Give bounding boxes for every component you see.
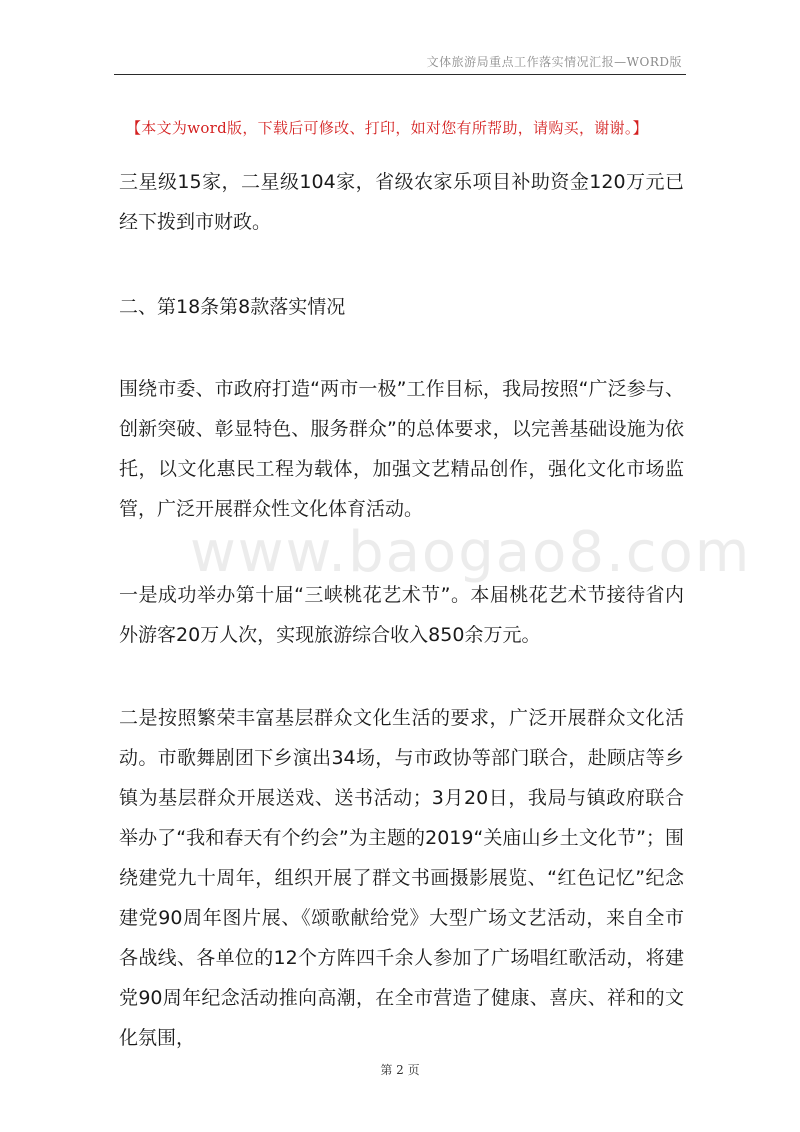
paragraph-2: 围绕市委、市政府打造“两市一极”工作目标，我局按照“广泛参与、创新突破、彰显特色、服务群众”的总体要求，以完善基础设施为依托，以文化惠民工程为载体，加强文艺精品创作，强化文化市场监管，广泛开展群众性文化体育活动。 [119,378,684,520]
page-header-title: 文体旅游局重点工作落实情况汇报—WORD版 [426,55,682,69]
page-number: 第 2 页 [380,1063,420,1077]
section-heading: 二、第18条第8款落实情况 [119,296,346,318]
paragraph-4: 二是按照繁荣丰富基层群众文化生活的要求，广泛开展群众文化活动。市歌舞剧团下乡演出34场，与市政协等部门联合，赴顾店等乡镇为基层群众开展送戏、送书活动；3月20日，我局与镇政府联合举办了“我和春天有个约会”为主题的2019“关庙山乡土文化节”；围绕建党九十周年，组织开展了群文书画摄影展览、“红色记忆”纪念建党90周年图片展、《颂歌献给党》大型广场文艺活动，来自全市各战线、各单位的12个方阵四千余人参加了广场唱红歌活动，将建党90周年纪念活动推向高潮，在全市营造了健康、喜庆、祥和的文化氛围， [119,707,684,1049]
paragraph-1: 三星级15家，二星级104家，省级农家乐项目补助资金120万元已经下拨到市财政。 [119,171,684,233]
watermark: www.baogao8.com [190,520,752,585]
header-rule [114,74,686,75]
paragraph-3: 一是成功举办第十届“三峡桃花艺术节”。本届桃花艺术节接待省内外游客20万人次，实现旅游综合收入850余万元。 [119,584,684,646]
download-notice: 【本文为word版，下载后可修改、打印，如对您有所帮助，请购买，谢谢。】 [126,119,648,137]
